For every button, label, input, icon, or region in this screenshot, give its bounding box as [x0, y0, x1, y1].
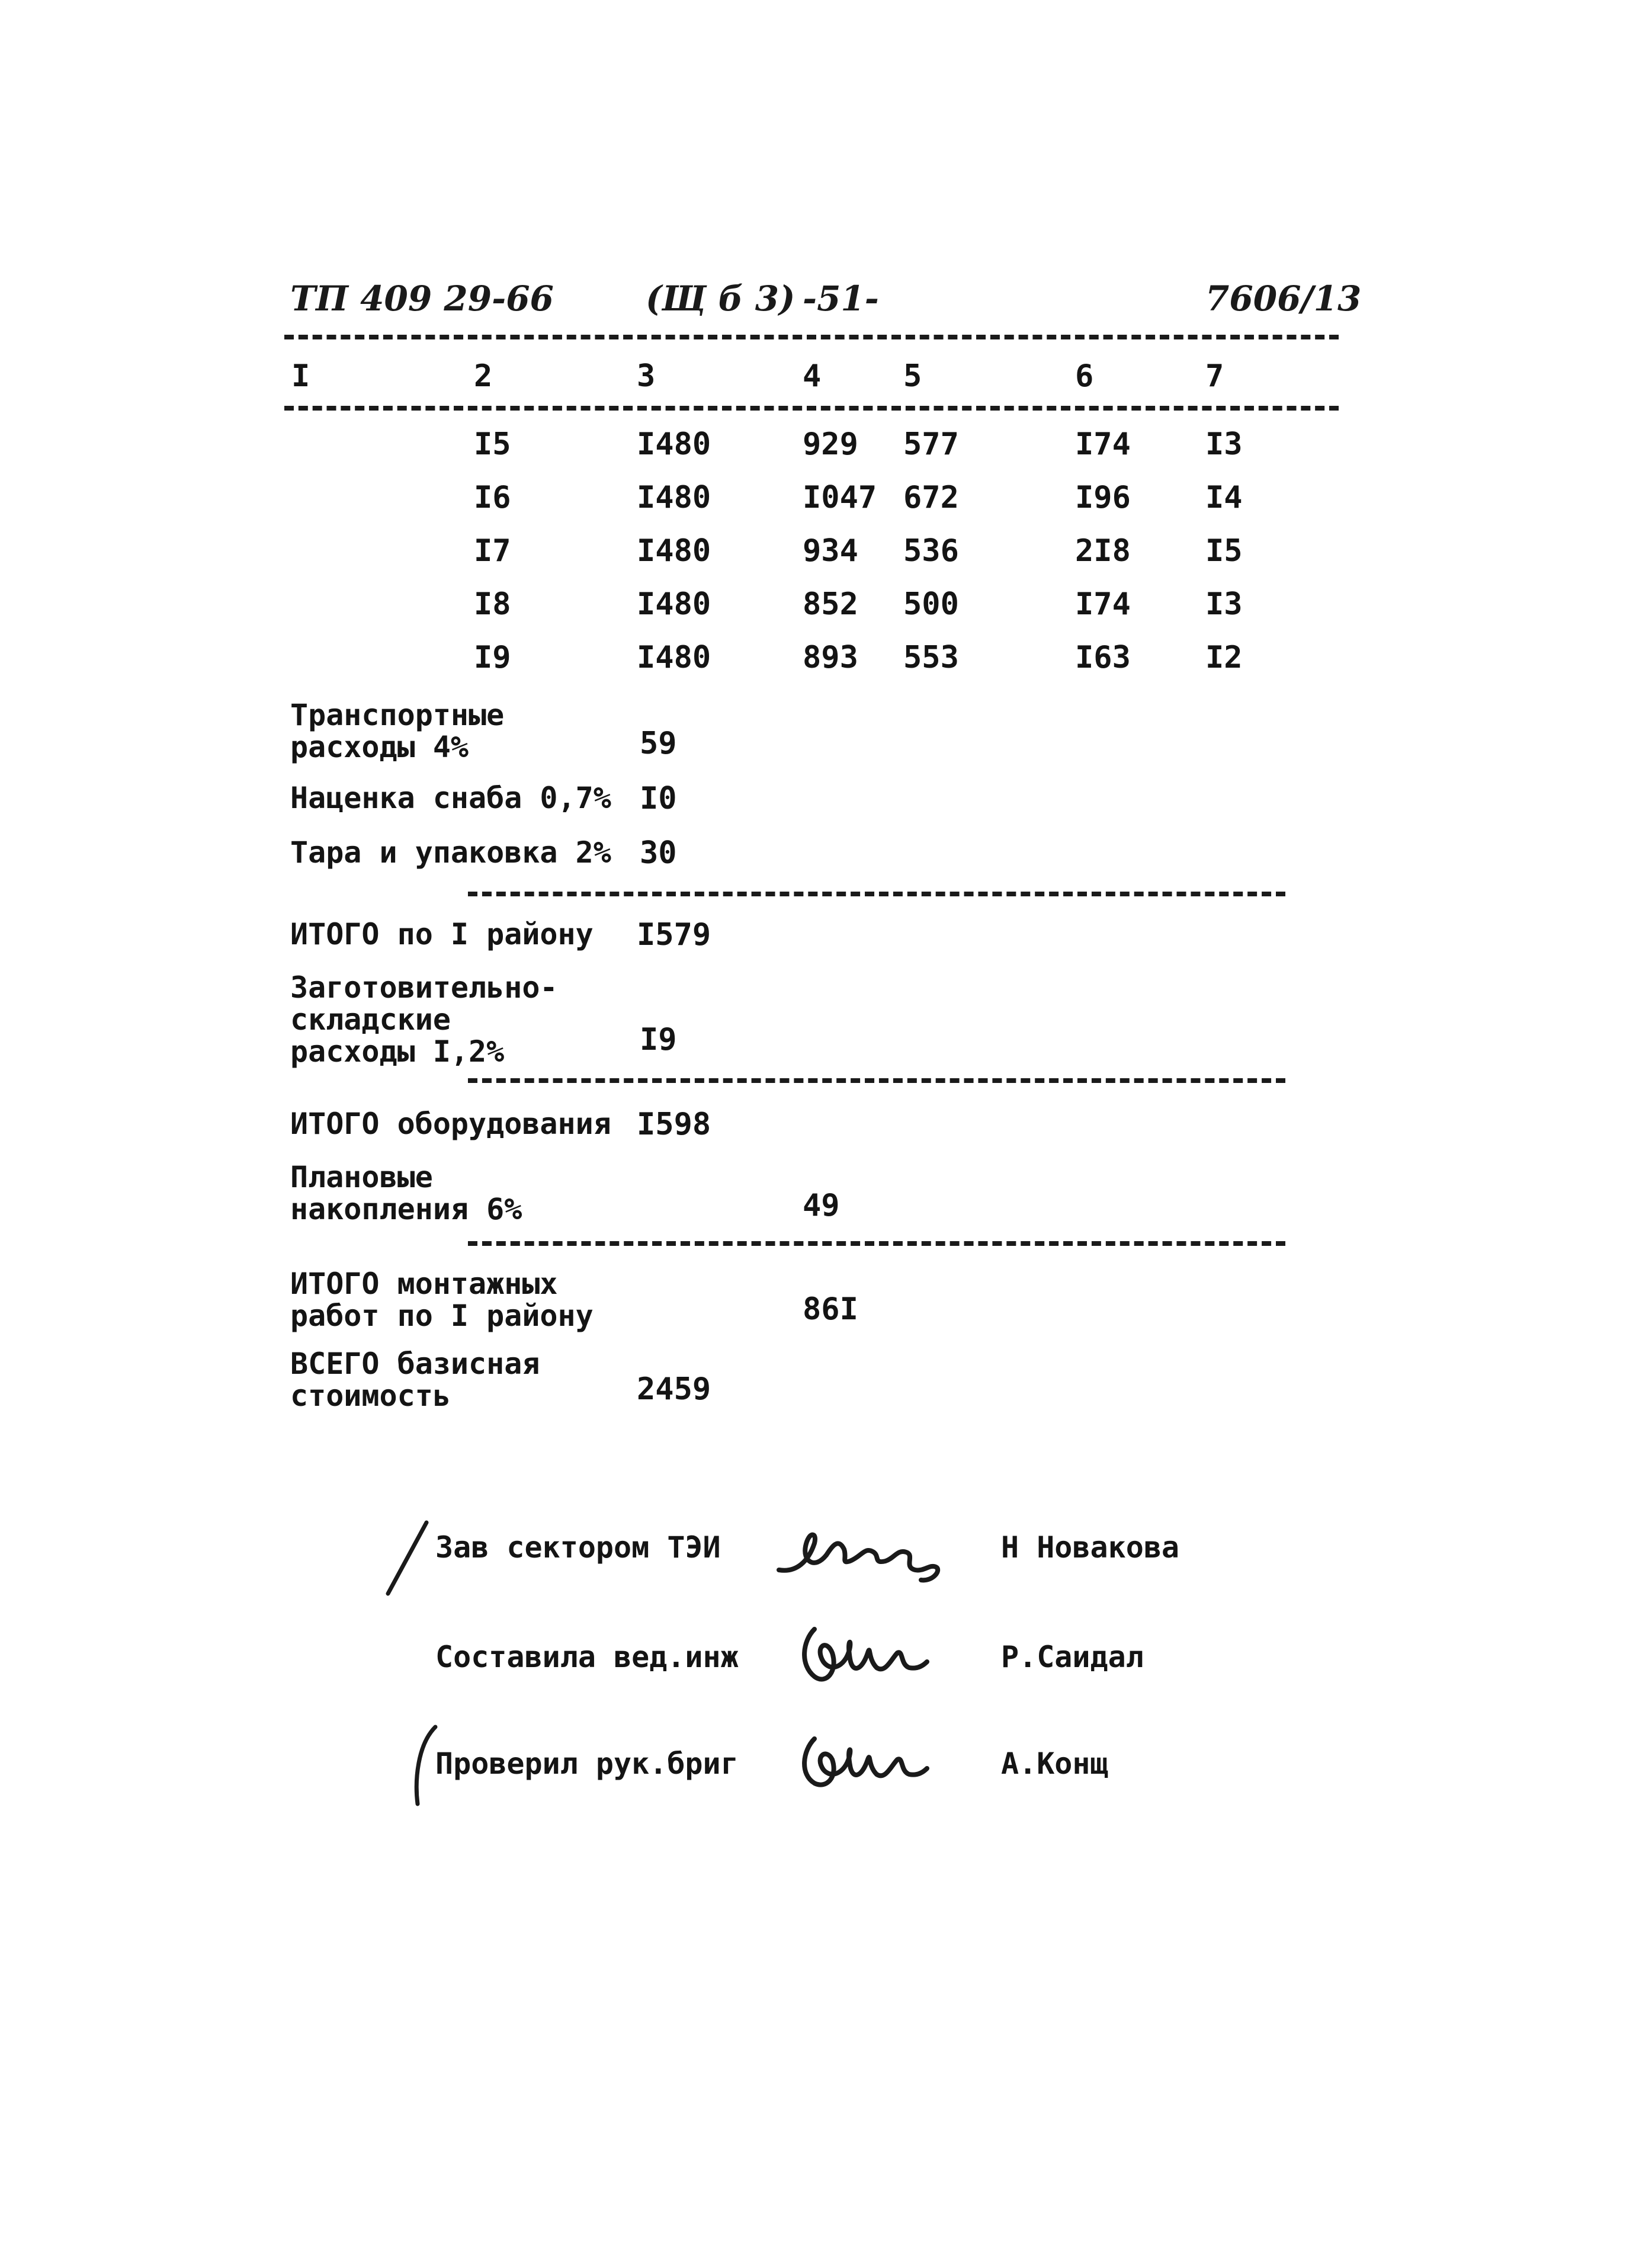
table-row-1-c2: I5	[474, 427, 511, 462]
total-equipment-label: ИТОГО оборудования	[290, 1107, 611, 1141]
table-row-3-c5: 536	[903, 533, 959, 569]
total-region-label: ИТОГО по I району	[290, 917, 594, 951]
signer-role-2: Составила вед.инж	[435, 1640, 739, 1674]
signer-name-2: Р.Саидал	[1001, 1640, 1144, 1674]
album-ref: (Щ б 3)	[646, 278, 795, 319]
table-row-2-c4: I047	[803, 480, 877, 515]
divider-2	[468, 1078, 1285, 1083]
table-row-4-c7: I3	[1205, 587, 1243, 622]
table-row-5-c3: I480	[637, 640, 711, 675]
divider-3	[468, 1241, 1285, 1246]
doc-code: ТП 409 29-66	[290, 278, 554, 319]
col-header-6: 6	[1075, 358, 1094, 394]
table-row-1-c6: I74	[1075, 427, 1131, 462]
table-row-3-c3: I480	[637, 533, 711, 569]
total-install-value: 86I	[803, 1291, 858, 1327]
col-header-1: I	[291, 358, 310, 394]
grand-total-label: ВСЕГО базисная стоимость	[290, 1347, 540, 1413]
procurement-label: Заготовительно-складские расходы I,2%	[290, 970, 558, 1069]
slash-mark-1	[379, 1517, 432, 1600]
table-row-4-c2: I8	[474, 587, 511, 622]
handwritten-signature-1	[773, 1514, 945, 1591]
total-region-value: I579	[637, 917, 711, 953]
col-header-3: 3	[637, 358, 656, 394]
procurement-value: I9	[640, 1022, 677, 1057]
table-row-2-c5: 672	[903, 480, 959, 515]
col-header-4: 4	[803, 358, 822, 394]
table-row-5-c6: I63	[1075, 640, 1131, 675]
table-row-4-c5: 500	[903, 587, 959, 622]
table-row-1-c5: 577	[903, 427, 959, 462]
table-row-5-c5: 553	[903, 640, 959, 675]
packaging-value: 30	[640, 835, 677, 871]
col-header-2: 2	[474, 358, 493, 394]
table-row-2-c6: I96	[1075, 480, 1131, 515]
col-header-7: 7	[1205, 358, 1224, 394]
transport-label: Транспортные расходы 4%	[290, 698, 505, 764]
sheet-number: 7606/13	[1205, 278, 1362, 319]
handwritten-signature-2	[791, 1617, 933, 1694]
table-row-3-c2: I7	[474, 533, 511, 569]
table-row-5-c4: 893	[803, 640, 858, 675]
signer-role-3: Проверил рук.бриг	[435, 1746, 739, 1781]
signer-role-1: Зав сектором ТЭИ	[435, 1530, 721, 1565]
table-row-1-c3: I480	[637, 427, 711, 462]
col-header-5: 5	[903, 358, 922, 394]
packaging-label: Тара и упаковка 2%	[290, 835, 611, 870]
table-row-2-c7: I4	[1205, 480, 1243, 515]
total-install-label: ИТОГО монтажных работ по I району	[290, 1267, 594, 1333]
divider-1	[468, 892, 1285, 896]
signer-name-3: А.Конщ	[1001, 1746, 1108, 1781]
table-row-1-c7: I3	[1205, 427, 1243, 462]
table-row-5-c7: I2	[1205, 640, 1243, 675]
planned-label: Плановые накопления 6%	[290, 1160, 522, 1226]
markup-value: I0	[640, 781, 677, 816]
transport-value: 59	[640, 726, 677, 761]
table-row-4-c6: I74	[1075, 587, 1131, 622]
divider-top	[284, 335, 1339, 339]
signer-name-1: Н Новакова	[1001, 1530, 1180, 1565]
table-row-3-c6: 2I8	[1075, 533, 1131, 569]
planned-value: 49	[803, 1188, 840, 1223]
grand-total-value: 2459	[637, 1371, 711, 1407]
page-number: -51-	[803, 278, 879, 319]
table-row-2-c3: I480	[637, 480, 711, 515]
table-row-4-c3: I480	[637, 587, 711, 622]
table-row-2-c2: I6	[474, 480, 511, 515]
table-row-3-c4: 934	[803, 533, 858, 569]
table-row-1-c4: 929	[803, 427, 858, 462]
table-row-3-c7: I5	[1205, 533, 1243, 569]
divider-header	[284, 406, 1339, 411]
markup-label: Наценка снаба 0,7%	[290, 781, 611, 815]
handwritten-signature-3	[791, 1727, 933, 1798]
total-equipment-value: I598	[637, 1107, 711, 1142]
table-row-4-c4: 852	[803, 587, 858, 622]
table-row-5-c2: I9	[474, 640, 511, 675]
